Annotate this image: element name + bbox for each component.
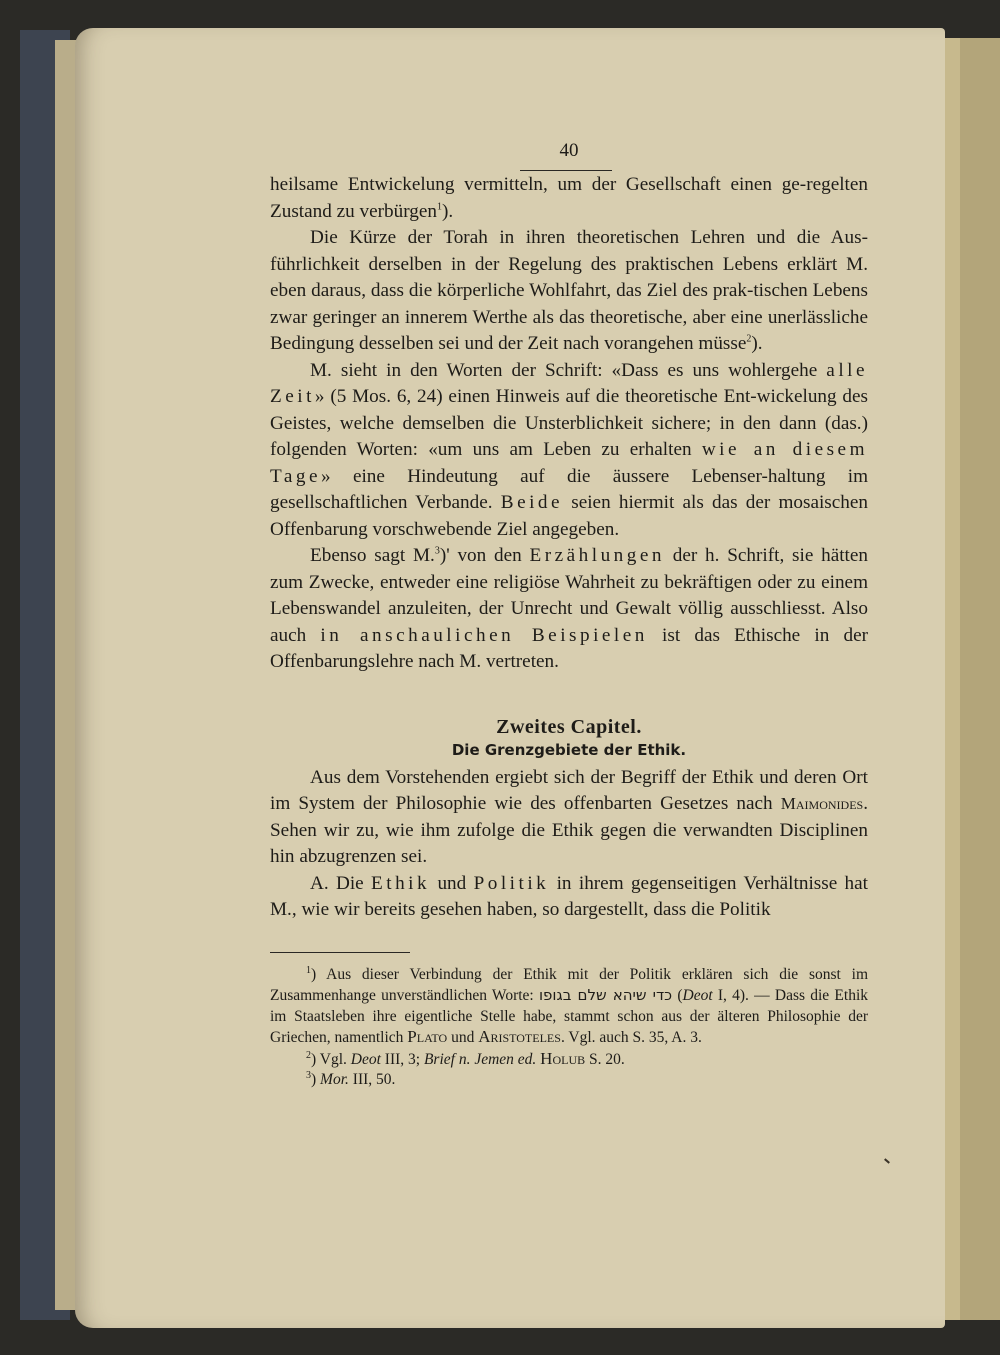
paragraph-4 bbox=[270, 543, 868, 676]
paragraph-1 bbox=[270, 172, 868, 225]
text-run: Brief n. Jemen ed. bbox=[423, 1050, 537, 1068]
text-run: seien hiermit als das der mosaischen Offenbarung vorschwebende Ziel angegeben. bbox=[270, 492, 868, 540]
footnotes bbox=[270, 965, 868, 1092]
paragraph-1-text: heilsame Entwickelung vermitteln, um der Gesellschaft einen ge-regelten Zustand zu verbürgen bbox=[270, 174, 868, 222]
footnote-rule bbox=[270, 952, 410, 953]
text-run: Ethik bbox=[371, 872, 431, 894]
right-page-stack-inner bbox=[960, 38, 1000, 1320]
text-run: ) Vgl. bbox=[311, 1050, 351, 1068]
text-run: )' von den bbox=[439, 545, 530, 566]
text-run: Aus dem Vorstehenden ergiebt sich der Begriff der Ethik und deren Ort im System der Philosophie wie des offenbarten Gesetzes nach bbox=[270, 766, 868, 814]
footnote-ref-1: 1 bbox=[436, 201, 442, 213]
text-run: wie an diesem Tage bbox=[270, 439, 868, 487]
chapter-title: Zweites Capitel. bbox=[496, 715, 642, 738]
text-run: Erzählungen bbox=[529, 545, 665, 566]
paragraph-1-end: ). bbox=[441, 200, 454, 222]
footnote-3-number: 3 bbox=[306, 1070, 311, 1082]
text-run: in anschaulichen Beispielen bbox=[320, 624, 648, 646]
paragraph-6 bbox=[270, 871, 868, 924]
footnote-2 bbox=[270, 1049, 868, 1071]
paragraph-2-text: Die Kürze der Torah in ihren theoretischen Lehren und die Aus-führlichkeit derselben in der Regelung des praktischen Lebens erklärt M. eben daraus, dass die körperliche Wohlfahrt, das Ziel des prak-tischen Lebens zwar geringer an innerem Werthe als das theoretische, aber eine unerlässliche Bedingung desselben sei und der Zeit nach vorangehen müsse bbox=[270, 227, 868, 354]
text-run: in ihrem gegenseitigen Verhältnisse hat M., wie wir bereits gesehen haben, so dargestellt, dass die Politik bbox=[270, 872, 868, 920]
text-run: . Vgl. auch S. 35, A. 3. bbox=[560, 1029, 702, 1047]
footnote-3-text bbox=[311, 1071, 395, 1088]
body-text bbox=[270, 172, 868, 676]
footnote-ref-2: 2 bbox=[746, 333, 752, 345]
text-run: כדי שיהא שלם בגופו bbox=[538, 986, 673, 1005]
text-run: III, 50. bbox=[348, 1071, 396, 1089]
chapter-subtitle: Die Grenzgebiete der Ethik. bbox=[451, 740, 687, 759]
text-run: Politik bbox=[473, 872, 550, 894]
text-run: der h. Schrift, sie hätten zum Zwecke, entweder eine religiöse Wahrheit zu bekräftigen oder zu einem Lebenswandel anzuleiten, der Unrecht und Gewalt völlig ausschliesst. Also auch bbox=[270, 545, 868, 646]
page-content bbox=[270, 140, 868, 1091]
text-run: Ebenso sagt M. bbox=[310, 545, 435, 566]
text-run: Plato bbox=[407, 1027, 448, 1047]
text-run: M. sieht in den Worten der Schrift: «Dass es uns wohlergehe bbox=[310, 359, 827, 381]
text-run: » (5 Mos. 6, 24) einen Hinweis auf die theoretische Ent-wickelung des Geistes, welche demselben die Unsterblichkeit sichere; in den dann (das.) folgenden Worten: «um uns am Leben zu erhalten bbox=[270, 386, 868, 460]
text-run: A. Die bbox=[310, 872, 372, 894]
text-run: Holub bbox=[540, 1048, 586, 1068]
text-run: ( bbox=[672, 987, 683, 1005]
text-run: S. 20. bbox=[585, 1050, 625, 1068]
text-run: 3 bbox=[434, 545, 440, 557]
text-run: Beide bbox=[500, 492, 564, 513]
text-run: ) bbox=[311, 1071, 321, 1089]
footnote-1-number: 1 bbox=[306, 964, 311, 976]
body-text-2 bbox=[270, 765, 868, 924]
text-run: Aristoteles bbox=[478, 1027, 561, 1047]
text-run: » eine Hindeutung auf die äussere Lebenser-haltung im gesellschaftlichen Verbande. bbox=[270, 465, 868, 513]
text-run: Deot bbox=[350, 1050, 381, 1068]
text-run: I, 4). — Dass die Ethik im Staatsleben ihre eigentliche Stelle habe, stammt schon aus der älteren Philosophie der Griechen, namentlich bbox=[270, 987, 868, 1047]
text-run: und bbox=[430, 872, 474, 894]
text-run: . Sehen wir zu, wie ihm zufolge die Ethik gegen die verwandten Disciplinen hin abzugrenzen sei. bbox=[270, 793, 868, 867]
text-run: Deot bbox=[682, 987, 713, 1005]
footnote-2-number: 2 bbox=[306, 1049, 311, 1061]
text-run: alle Zeit bbox=[270, 359, 868, 407]
footnote-1 bbox=[270, 965, 868, 1049]
text-run: Maimonides bbox=[780, 794, 864, 813]
paragraph-2 bbox=[270, 225, 868, 358]
footnote-3 bbox=[270, 1070, 868, 1091]
paragraph-2-end: ). bbox=[751, 333, 763, 354]
paragraph-3 bbox=[270, 358, 868, 544]
text-run: III, 3; bbox=[380, 1050, 424, 1068]
paragraph-5 bbox=[270, 765, 868, 871]
text-run: ist das Ethische in der Offenbarungslehre nach M. vertreten. bbox=[270, 624, 868, 672]
page-number-rule bbox=[520, 170, 612, 171]
footnote-1-text bbox=[270, 966, 868, 1047]
text-run: ) Aus dieser Verbindung der Ethik mit der Politik erklären sich die sonst im Zusammenhange unverständlichen Worte: bbox=[270, 965, 868, 1005]
text-run: und bbox=[447, 1029, 479, 1047]
page-number: 40 bbox=[559, 140, 579, 161]
footnote-2-text bbox=[311, 1048, 625, 1068]
text-run: Mor. bbox=[320, 1071, 349, 1089]
